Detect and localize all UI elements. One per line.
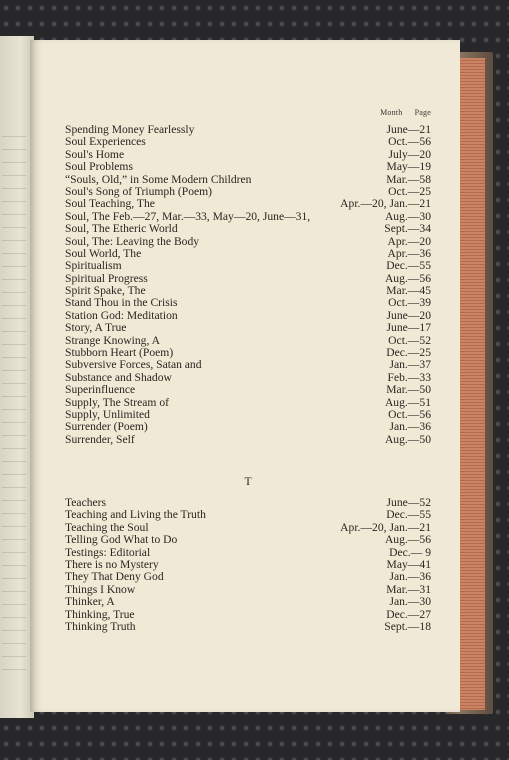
page-column-label: Page [414, 108, 431, 117]
index-entry [65, 161, 431, 173]
index-entry [65, 534, 431, 546]
entry-reference: Apr.—20 [387, 234, 431, 248]
index-list-s [65, 124, 431, 446]
month-column-label: Month [380, 108, 403, 117]
entry-reference: Sept.—18 [384, 619, 431, 633]
entry-reference: Aug.—56 [384, 533, 431, 547]
entry-reference: Oct.—52 [388, 333, 431, 347]
entry-reference: May—41 [386, 557, 431, 571]
entry-reference: Dec.—25 [386, 346, 431, 360]
entry-reference: Apr.—36 [387, 246, 431, 260]
entry-reference: Oct.—56 [388, 135, 431, 149]
entry-title: Substance and Shadow [65, 370, 172, 384]
entry-reference: Oct.—25 [388, 184, 431, 198]
entry-reference: May—19 [386, 160, 431, 174]
entry-reference: Mar.—58 [386, 172, 431, 186]
entry-title: Spirit Spake, The [65, 284, 146, 298]
entry-reference: Mar.—50 [386, 383, 431, 397]
entry-reference: Jan.—30 [389, 595, 431, 609]
entry-reference: Apr.—20, Jan.—21 [340, 520, 431, 534]
entry-title: Story, A True [65, 321, 127, 335]
entry-title: Stubborn Heart (Poem) [65, 346, 174, 360]
entry-title: Spending Money Fearlessly [65, 123, 195, 136]
entry-title: Teaching and Living the Truth [65, 508, 206, 522]
column-header [380, 108, 431, 117]
section-letter-heading: T [244, 475, 252, 488]
index-entry [65, 421, 431, 433]
entry-reference: Feb.—33 [387, 370, 431, 384]
entry-title: Thinking, True [65, 607, 135, 621]
entry-reference: June—20 [386, 308, 431, 322]
entry-title: They That Deny God [65, 570, 164, 584]
entry-reference: Aug.—56 [384, 271, 431, 285]
index-entry [65, 136, 431, 148]
entry-reference: Aug.—50 [384, 432, 431, 446]
entry-title: There is no Mystery [65, 557, 159, 571]
entry-reference: Mar.—45 [386, 284, 431, 298]
index-entry [65, 223, 431, 235]
entry-title: Supply, The Stream of [65, 395, 170, 409]
index-list-t [65, 497, 431, 633]
entry-title: Thinking Truth [65, 619, 136, 633]
entry-title: Testings: Editorial [65, 545, 151, 559]
entry-reference: Dec.—27 [386, 607, 431, 621]
index-entry [65, 621, 431, 633]
entry-title: Stand Thou in the Crisis [65, 296, 178, 310]
entry-reference: Dec.—55 [386, 508, 431, 522]
index-entry [65, 596, 431, 608]
entry-reference: June—21 [386, 123, 431, 136]
entry-title: Soul, The Feb.—27, Mar.—33, May—20, June—31, [65, 209, 311, 223]
index-entry [65, 359, 431, 371]
entry-reference: June—52 [386, 496, 431, 509]
entry-title: Thinker, A [65, 595, 115, 609]
index-entry [65, 322, 431, 334]
entry-reference: Mar.—31 [386, 582, 431, 596]
entry-title: Spiritualism [65, 259, 122, 273]
index-entry [65, 434, 431, 446]
index-entry [65, 509, 431, 521]
entry-reference: Jan.—36 [389, 570, 431, 584]
index-entry [65, 584, 431, 596]
entry-title: Soul Problems [65, 160, 133, 174]
entry-reference: Oct.—39 [388, 296, 431, 310]
entry-reference: Aug.—51 [384, 395, 431, 409]
entry-title: Soul, The: Leaving the Body [65, 234, 200, 248]
entry-reference: June—17 [386, 321, 431, 335]
entry-title: Telling God What to Do [65, 533, 178, 547]
entry-title: Spiritual Progress [65, 271, 148, 285]
index-entry [65, 260, 431, 272]
index-entry [65, 297, 431, 309]
entry-title: Teachers [65, 496, 107, 509]
entry-title: Surrender (Poem) [65, 420, 148, 434]
entry-reference: Aug.—30 [384, 209, 431, 223]
entry-reference: Dec.— 9 [389, 545, 431, 559]
entry-title: Surrender, Self [65, 432, 135, 446]
entry-title: Things I Know [65, 582, 136, 596]
entry-title: Soul, The Etheric World [65, 222, 178, 236]
index-page [30, 40, 460, 712]
entry-title: Subversive Forces, Satan and [65, 358, 202, 372]
entry-title: Strange Knowing, A [65, 333, 160, 347]
previous-page-text-marks [2, 136, 26, 676]
entry-title: Supply, Unlimited [65, 407, 150, 421]
entry-reference: Sept.—34 [384, 222, 431, 236]
entry-title: Soul Teaching, The [65, 197, 155, 211]
entry-reference: July—20 [388, 147, 431, 161]
entry-reference: Jan.—36 [389, 420, 431, 434]
entry-title: “Souls, Old,” in Some Modern Children [65, 172, 252, 186]
entry-title: Soul World, The [65, 246, 142, 260]
entry-reference: Oct.—56 [388, 407, 431, 421]
entry-reference: Jan.—37 [389, 358, 431, 372]
entry-reference: Dec.—55 [386, 259, 431, 273]
entry-title: Teaching the Soul [65, 520, 149, 534]
previous-page-edge [0, 36, 34, 718]
entry-title: Superinfluence [65, 383, 136, 397]
entry-title: Soul's Home [65, 147, 125, 161]
entry-title: Soul Experiences [65, 135, 146, 149]
entry-reference: Apr.—20, Jan.—21 [340, 197, 431, 211]
entry-title: Station God: Meditation [65, 308, 178, 322]
index-entry [65, 384, 431, 396]
index-entry [65, 198, 431, 210]
index-entry [65, 571, 431, 583]
entry-title: Soul's Song of Triumph (Poem) [65, 184, 213, 198]
